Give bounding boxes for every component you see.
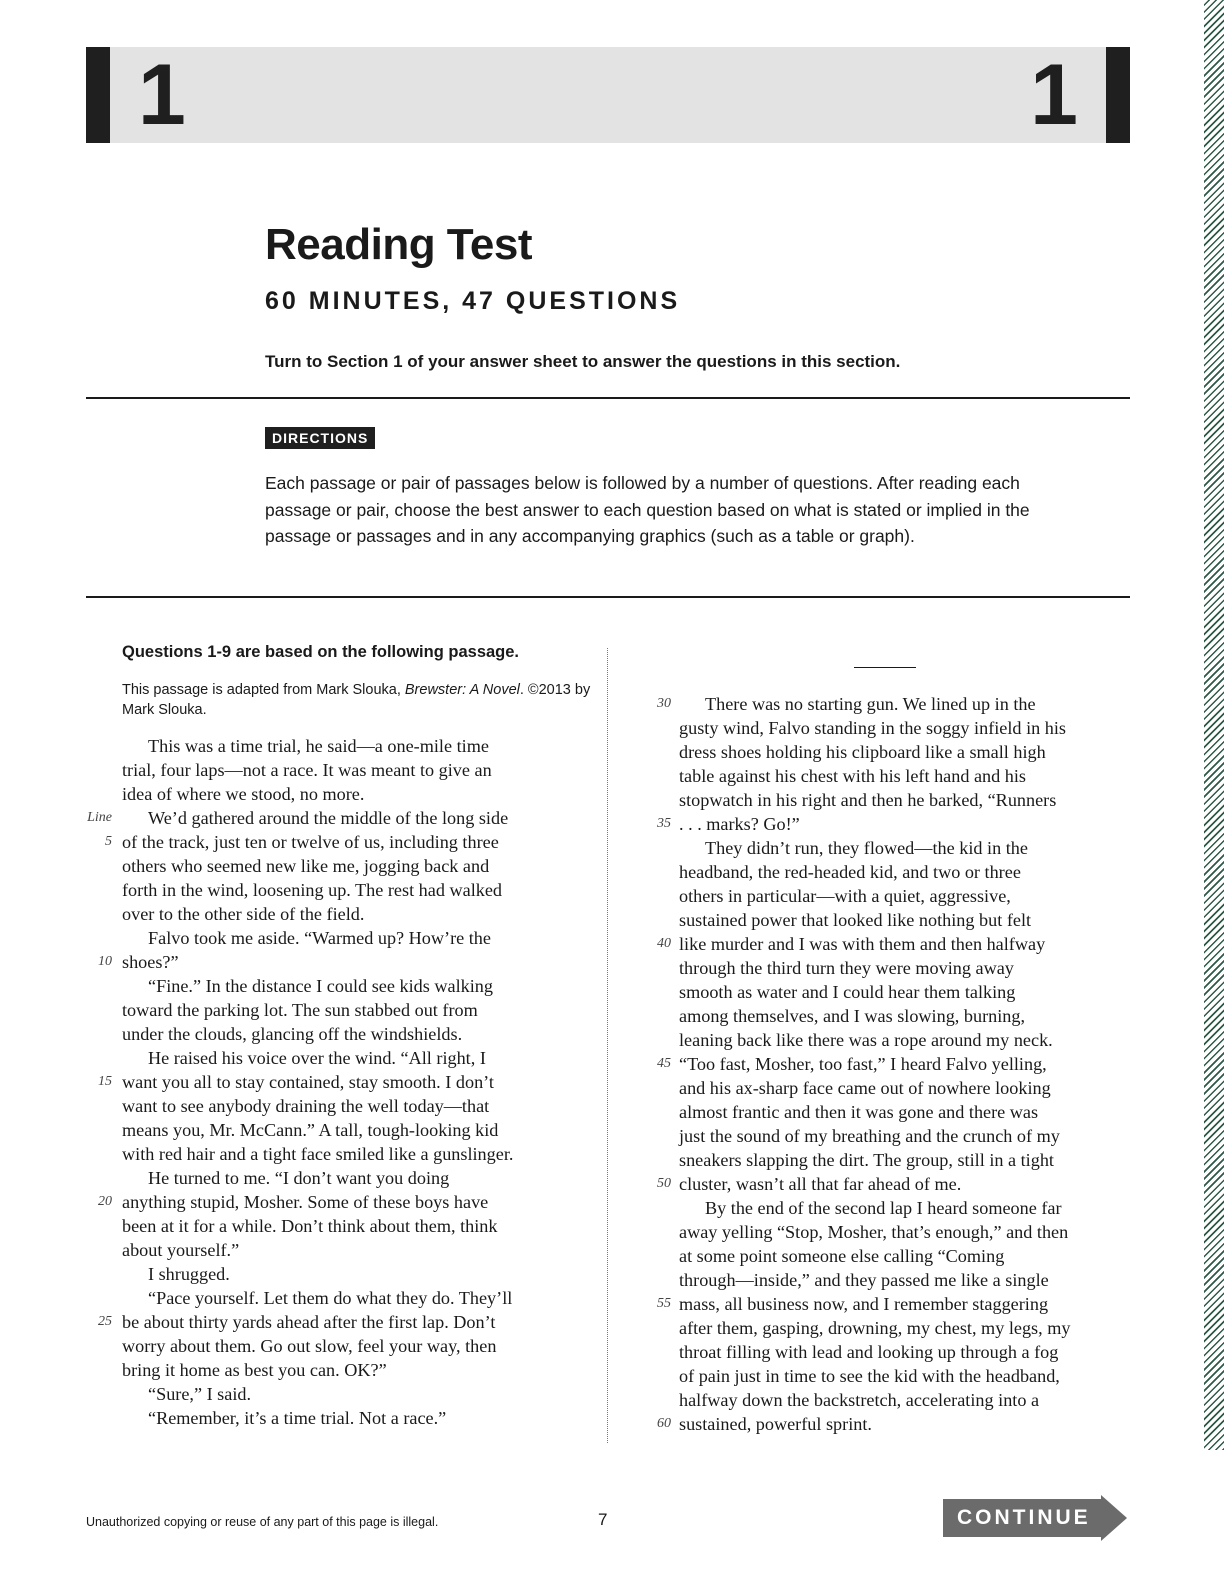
source-prefix: This passage is adapted from Mark Slouka, xyxy=(122,682,405,698)
section-banner xyxy=(86,47,1130,143)
column-divider xyxy=(607,648,608,1443)
passage-line: of the track, just ten or twelve of us, including three xyxy=(122,832,499,852)
passage-line: There was no starting gun. We lined up in the xyxy=(705,694,1036,714)
directions-label: DIRECTIONS xyxy=(265,427,375,449)
passage-line: We’d gathered around the middle of the long side xyxy=(148,808,509,828)
passage-line: I shrugged. xyxy=(148,1264,230,1284)
line-number: 5 xyxy=(105,834,112,849)
passage-line: want you all to stay contained, stay smooth. I don’t xyxy=(122,1072,494,1092)
passage-line: just the sound of my breathing and the crunch of my xyxy=(679,1126,1060,1146)
passage-line: He turned to me. “I don’t want you doing xyxy=(148,1168,450,1188)
passage-line: others in particular—with a quiet, aggressive, xyxy=(679,886,1011,906)
passage-line: like murder and I was with them and then halfway xyxy=(679,934,1046,954)
source-suffix: . ©2013 by Mark Slouka. xyxy=(122,682,591,718)
line-number: 60 xyxy=(657,1416,671,1431)
line-number: 30 xyxy=(657,696,671,711)
passage-line: means you, Mr. McCann.” A tall, tough-looking kid xyxy=(122,1120,499,1140)
passage-line: be about thirty yards ahead after the first lap. Don’t xyxy=(122,1312,496,1332)
passage-line: “Pace yourself. Let them do what they do. They’ll xyxy=(148,1288,513,1308)
passage-line: “Too fast, Mosher, too fast,” I heard Falvo yelling, xyxy=(679,1054,1047,1074)
directions-text: Each passage or pair of passages below is followed by a number of questions. After reading each passage or pair, choose the best answer to each question based on what is stated or implied in the passage or passages and in any accompanying graphics (such as a table or graph). xyxy=(265,473,1030,546)
passage-line: dress shoes holding his clipboard like a small high xyxy=(679,742,1046,762)
passage-line: gusty wind, Falvo standing in the soggy infield in his xyxy=(679,718,1066,738)
passage-line: sustained power that looked like nothing but felt xyxy=(679,910,1032,930)
line-number: 55 xyxy=(657,1296,671,1311)
passage-line: table against his chest with his left hand and his xyxy=(679,766,1027,786)
passage-line: forth in the wind, loosening up. The rest had walked xyxy=(122,880,503,900)
passage-line: of pain just in time to see the kid with the headband, xyxy=(679,1366,1060,1386)
passage-source xyxy=(122,680,602,720)
passage-line: over to the other side of the field. xyxy=(122,904,365,924)
passage-line: through the third turn they were moving away xyxy=(679,958,1014,978)
passage-line: throat filling with lead and looking up through a fog xyxy=(679,1342,1059,1362)
continue-label: CONTINUE xyxy=(957,1506,1091,1529)
passage-line: with red hair and a tight face smiled like a gunslinger. xyxy=(122,1144,514,1164)
passage-line: headband, the red-headed kid, and two or three xyxy=(679,862,1021,882)
passage-line: “Sure,” I said. xyxy=(148,1384,252,1404)
passage-line: shoes?” xyxy=(122,952,179,972)
line-number: 20 xyxy=(98,1194,112,1209)
continue-button[interactable] xyxy=(943,1495,1127,1541)
passage-line: By the end of the second lap I heard someone far xyxy=(705,1198,1062,1218)
passage-line: worry about them. Go out slow, feel your way, then xyxy=(122,1336,497,1356)
passage-line: cluster, wasn’t all that far ahead of me. xyxy=(679,1174,962,1194)
passage-line: under the clouds, glancing off the windshields. xyxy=(122,1024,463,1044)
passage-line: Falvo took me aside. “Warmed up? How’re the xyxy=(148,928,491,948)
section-number-left: 1 xyxy=(138,47,186,143)
passage-line: “Fine.” In the distance I could see kids walking xyxy=(148,976,493,996)
banner-right-bar xyxy=(1106,47,1130,143)
passage-line: at some point someone else calling “Coming xyxy=(679,1246,1005,1266)
passage-line: idea of where we stood, no more. xyxy=(122,784,365,804)
passage-line: This was a time trial, he said—a one-mile time xyxy=(148,736,489,756)
passage-line: away yelling “Stop, Mosher, that’s enough,” and then xyxy=(679,1222,1069,1242)
passage-line: sustained, powerful sprint. xyxy=(679,1414,872,1434)
passage-line: anything stupid, Mosher. Some of these boys have xyxy=(122,1192,489,1212)
passage-separator xyxy=(854,667,916,668)
passage-line: through—inside,” and they passed me like a single xyxy=(679,1270,1049,1290)
line-label: Line xyxy=(87,810,112,825)
line-number: 25 xyxy=(98,1314,112,1329)
source-title: Brewster: A Novel xyxy=(404,682,520,698)
passage-line: . . . marks? Go!” xyxy=(679,814,800,834)
line-number: 10 xyxy=(98,954,112,969)
passage-line: after them, gasping, drowning, my chest, my legs, my xyxy=(679,1318,1071,1338)
passage-line: stopwatch in his right and then he barked, “Runners xyxy=(679,790,1057,810)
passage-line: trial, four laps—not a race. It was meant to give an xyxy=(122,760,492,780)
page-subtitle: 60 MINUTES, 47 QUESTIONS xyxy=(265,287,681,315)
passage-line: leaning back like there was a rope around my neck. xyxy=(679,1030,1053,1050)
passage-line: They didn’t run, they flowed—the kid in the xyxy=(705,838,1028,858)
passage-intro: Questions 1-9 are based on the following passage. xyxy=(122,643,520,661)
line-number: 15 xyxy=(98,1074,112,1089)
passage-line: halfway down the backstretch, accelerating into a xyxy=(679,1390,1040,1410)
top-rule xyxy=(86,397,1130,399)
passage-line: about yourself.” xyxy=(122,1240,240,1260)
passage-line: mass, all business now, and I remember staggering xyxy=(679,1294,1049,1314)
line-number: 35 xyxy=(657,816,671,831)
passage-line: others who seemed new like me, jogging back and xyxy=(122,856,490,876)
passage-line: toward the parking lot. The sun stabbed out from xyxy=(122,1000,478,1020)
passage-line: “Remember, it’s a time trial. Not a race.” xyxy=(148,1408,447,1428)
section-number-right: 1 xyxy=(1030,47,1078,143)
instruction-text: Turn to Section 1 of your answer sheet to answer the questions in this section. xyxy=(265,352,901,371)
passage-line: He raised his voice over the wind. “All right, I xyxy=(148,1048,486,1068)
banner-left-bar xyxy=(86,47,110,143)
bottom-rule xyxy=(86,596,1130,598)
page-title: Reading Test xyxy=(265,220,533,269)
passage-line: want to see anybody draining the well today—that xyxy=(122,1096,490,1116)
passage-line: smooth as water and I could hear them talking xyxy=(679,982,1016,1002)
line-number: 50 xyxy=(657,1176,671,1191)
line-number: 45 xyxy=(657,1056,671,1071)
copyright-notice: Unauthorized copying or reuse of any part of this page is illegal. xyxy=(86,1515,439,1529)
passage-line: been at it for a while. Don’t think about them, think xyxy=(122,1216,498,1236)
passage-line: among themselves, and I was slowing, burning, xyxy=(679,1006,1026,1026)
passage-line: sneakers slapping the dirt. The group, still in a tight xyxy=(679,1150,1054,1170)
passage-line: almost frantic and then it was gone and there was xyxy=(679,1102,1039,1122)
page-number: 7 xyxy=(598,1510,608,1529)
passage-line: and his ax-sharp face came out of nowhere looking xyxy=(679,1078,1051,1098)
passage-line: bring it home as best you can. OK?” xyxy=(122,1360,387,1380)
line-number: 40 xyxy=(657,936,671,951)
decorative-hatch-border xyxy=(1204,0,1224,1450)
